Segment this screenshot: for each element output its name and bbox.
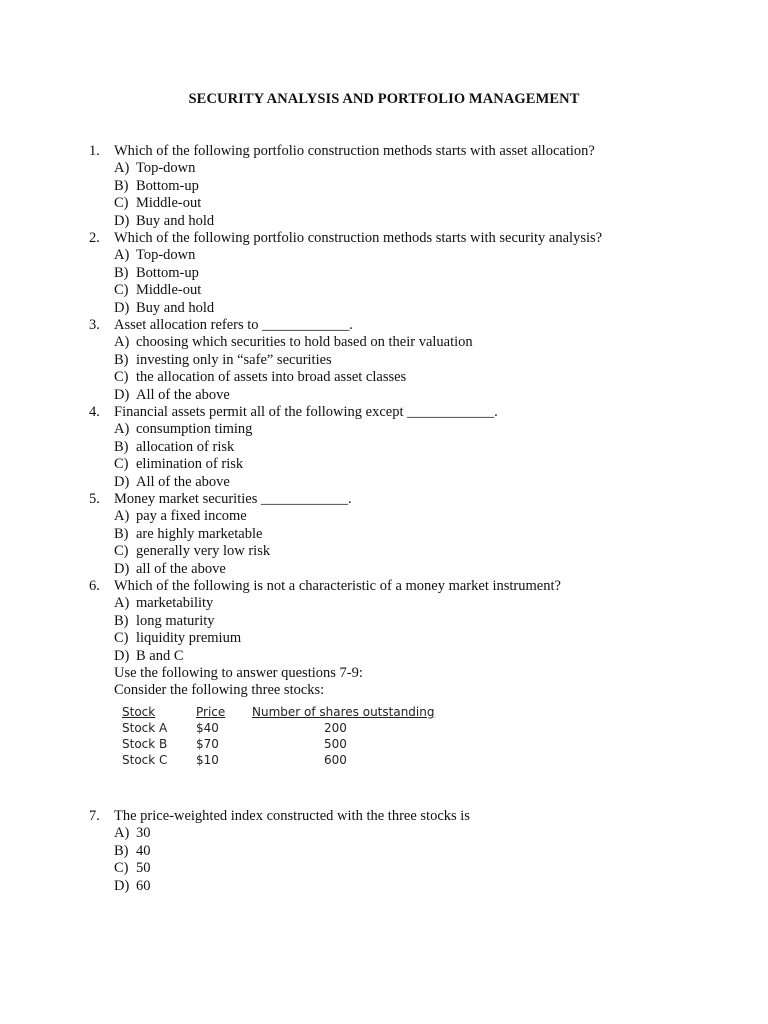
option-text: generally very low risk [136, 543, 271, 560]
option-text: Bottom-up [136, 264, 199, 281]
option-letter: D) [114, 560, 130, 577]
question-text: Asset allocation refers to ____________. [114, 317, 353, 333]
option-letter: B) [114, 438, 129, 455]
option-letter: C) [114, 369, 129, 386]
stock-table-cell: 500 [324, 737, 347, 751]
option-letter: D) [114, 473, 130, 490]
option-text: Bottom-up [136, 177, 199, 194]
option-letter: D) [114, 386, 130, 403]
option-letter: A) [114, 334, 130, 351]
question-text: Which of the following portfolio construction methods starts with security analysis? [114, 230, 603, 246]
stock-table-cell: 600 [324, 753, 347, 767]
option-text: Top-down [136, 247, 196, 264]
option-text: 60 [136, 877, 151, 894]
option-letter: A) [114, 421, 130, 438]
stock-table-cell: $70 [196, 737, 219, 751]
stock-table-cell: Stock B [122, 737, 168, 751]
option-letter: D) [114, 877, 130, 894]
option-text: All of the above [136, 473, 230, 490]
option-letter: B) [114, 525, 129, 542]
option-letter: B) [114, 842, 129, 859]
option-letter: C) [114, 630, 129, 647]
option-text: pay a fixed income [136, 508, 247, 525]
option-letter: C) [114, 282, 129, 299]
option-text: 30 [136, 825, 151, 842]
question-text: The price-weighted index constructed with the three stocks is [114, 808, 470, 824]
option-text: 40 [136, 842, 151, 859]
option-letter: D) [114, 647, 130, 664]
option-text: All of the above [136, 386, 230, 403]
question-text: Which of the following is not a characteristic of a money market instrument? [114, 578, 561, 594]
option-text: 50 [136, 860, 151, 877]
option-letter: C) [114, 860, 129, 877]
option-text: consumption timing [136, 421, 253, 438]
option-text: allocation of risk [136, 438, 235, 455]
stock-table-header: Price [196, 705, 226, 719]
question-number: 3. [89, 317, 100, 333]
option-letter: D) [114, 299, 130, 316]
option-letter: A) [114, 247, 130, 264]
option-letter: A) [114, 825, 130, 842]
option-letter: B) [114, 177, 129, 194]
option-letter: C) [114, 195, 129, 212]
stock-table-cell: Stock A [122, 721, 168, 735]
option-letter: D) [114, 212, 130, 229]
stock-table-cell: Stock C [122, 753, 168, 767]
option-letter: C) [114, 543, 129, 560]
option-text: Middle-out [136, 282, 202, 299]
option-letter: A) [114, 595, 130, 612]
question-number: 4. [89, 404, 100, 420]
option-text: liquidity premium [136, 630, 242, 647]
question-number: 1. [89, 143, 100, 159]
option-text: Buy and hold [136, 212, 215, 229]
question-text: Money market securities ____________. [114, 491, 352, 507]
option-text: elimination of risk [136, 456, 244, 473]
stock-table-header: Number of shares outstanding [252, 705, 435, 719]
question-number: 5. [89, 491, 100, 507]
question-text: Financial assets permit all of the following except ____________. [114, 404, 498, 420]
stock-table-cell: $40 [196, 721, 219, 735]
option-letter: B) [114, 612, 129, 629]
option-text: choosing which securities to hold based on their valuation [136, 334, 473, 351]
option-letter: C) [114, 456, 129, 473]
instruction-note: Use the following to answer questions 7-9: [114, 665, 363, 681]
option-text: marketability [136, 595, 214, 612]
option-letter: A) [114, 160, 130, 177]
option-letter: B) [114, 264, 129, 281]
option-letter: A) [114, 508, 130, 525]
option-text: the allocation of assets into broad asset classes [136, 369, 407, 386]
option-text: Top-down [136, 160, 196, 177]
option-text: investing only in “safe” securities [136, 351, 332, 368]
option-text: Middle-out [136, 195, 202, 212]
instruction-note: Consider the following three stocks: [114, 682, 325, 699]
question-number: 7. [89, 808, 100, 824]
question-number: 2. [89, 230, 100, 246]
option-text: B and C [136, 647, 184, 664]
question-number: 6. [89, 578, 100, 594]
option-text: are highly marketable [136, 525, 263, 542]
stock-table-cell: 200 [324, 721, 347, 735]
option-text: all of the above [136, 560, 226, 577]
option-text: Buy and hold [136, 299, 215, 316]
stock-table-cell: $10 [196, 753, 219, 767]
document-title: SECURITY ANALYSIS AND PORTFOLIO MANAGEMENT [188, 91, 580, 107]
question-text: Which of the following portfolio construction methods starts with asset allocation? [114, 143, 595, 159]
option-text: long maturity [136, 612, 215, 629]
option-letter: B) [114, 351, 129, 368]
stock-table-header: Stock [122, 705, 156, 719]
